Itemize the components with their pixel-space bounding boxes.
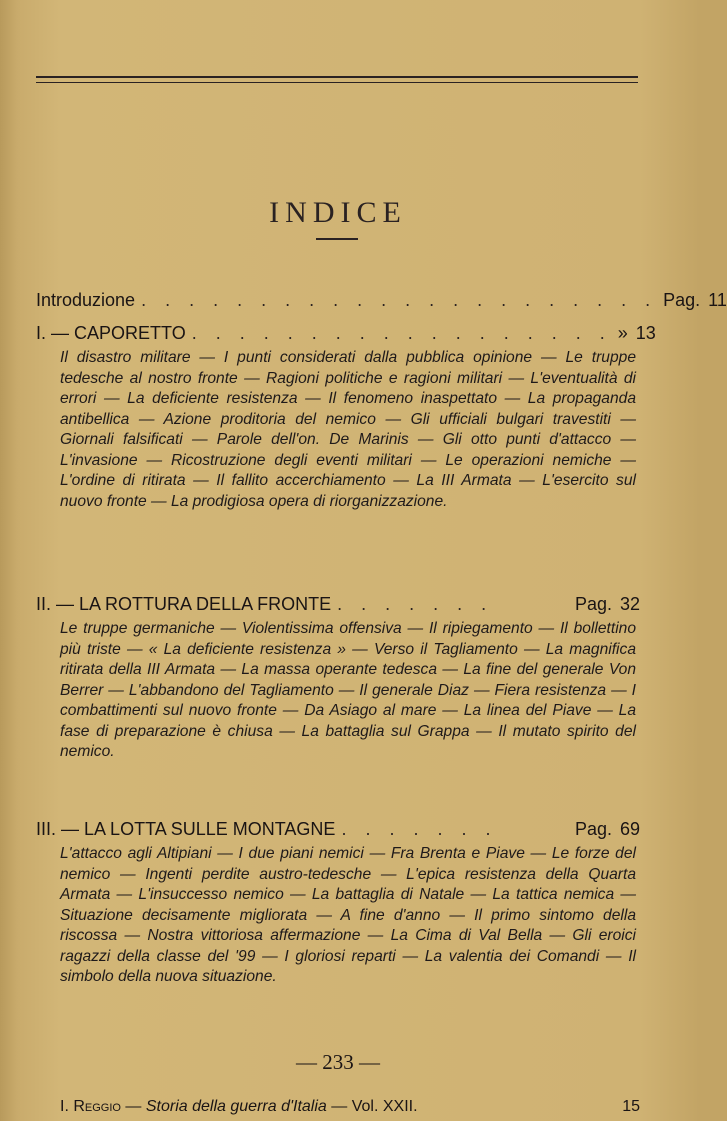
footer-separator: — <box>331 1098 348 1115</box>
page-title: INDICE <box>269 196 407 229</box>
entry-heading: CAPORETTO <box>74 323 186 343</box>
chapter-numeral: II. — <box>36 594 75 614</box>
page-label: Pag. <box>663 290 701 310</box>
toc-entry-rottura <box>36 594 640 763</box>
footer-separator: — <box>125 1098 142 1115</box>
entry-heading: Introduzione <box>36 290 136 310</box>
page-number: 32 <box>619 594 640 614</box>
toc-entry-introduzione <box>36 290 727 311</box>
page-label: Pag. <box>574 819 612 839</box>
toc-entry-caporetto <box>36 323 656 512</box>
top-rule-thin <box>36 82 638 83</box>
author-initial: I. <box>60 1098 69 1115</box>
signature-mark: 15 <box>622 1098 640 1115</box>
chapter-summary: Le truppe germaniche — Violentissima offensiva — Il ripiegamento — Il bollettino più triste — « La deficiente resistenza » — Verso il Tagliamento — La magnifica ritirata della III Armata — La massa operante tedesca — La fine del generale Von Berrer — L'abbandono del Tagliamento — Il generale Diaz — Fiera resistenza — I combattimenti sul nuovo fronte — Da Asiago al mare — La linea del Piave — La fase di preparazione è chiusa — La battaglia sul Grappa — Il mutato spirito del nemico. <box>60 620 636 760</box>
page-label: Pag. <box>574 594 612 614</box>
book-title: Storia della guerra d'Italia <box>145 1098 327 1115</box>
leader-dots: . . . . . . . . . . . . . . . . . . <box>191 323 612 343</box>
toc-entry-montagne <box>36 819 640 988</box>
volume-label: Vol. XXII. <box>351 1098 418 1115</box>
author-name: Reggio <box>73 1098 121 1115</box>
chapter-numeral: I. — <box>36 323 70 343</box>
page-label: » <box>617 323 628 343</box>
folio: — 233 — <box>296 1050 380 1074</box>
chapter-numeral: III. — <box>36 819 80 839</box>
entry-heading: LA ROTTURA DELLA FRONTE <box>79 594 332 614</box>
page-number: 11 <box>708 290 727 310</box>
title-rule <box>316 238 358 240</box>
top-rule <box>36 76 638 78</box>
chapter-summary: L'attacco agli Altipiani — I due piani nemici — Fra Brenta e Piave — Le forze del nemico — Ingenti perdite austro-tedesche — L'epica resistenza della Quarta Armata — L'insuccesso nemico — La battaglia di Natale — La tattica nemica — Situazione decisamente migliorata — A fine d'anno — Il primo sintomo della riscossa — Nostra vittoriosa affermazione — La Cima di Val Bella — Gli eroici ragazzi della classe del '99 — I gloriosi reparti — La valentia dei Comandi — Il simbolo della nuova situazione. <box>60 845 636 985</box>
leader-dots: . . . . . . . <box>337 594 494 614</box>
leader-dots: . . . . . . . <box>341 819 498 839</box>
entry-heading: LA LOTTA SULLE MONTAGNE <box>84 819 336 839</box>
page-number: 13 <box>635 323 656 343</box>
leader-dots: . . . . . . . . . . . . . . . . . . . . . . <box>141 290 658 310</box>
chapter-summary: Il disastro militare — I punti considerati dalla pubblica opinione — Le truppe tedesche al nostro fronte — Ragioni politiche e ragioni militari — L'eventualità di errori — La deficiente resistenza — Il fenomeno inaspettato — La propaganda antibellica — Azione proditoria del nemico — Gli ufficiali bulgari travestiti — Giornali falsificati — Parole dell'on. De Marinis — Gli otto punti d'attacco — L'invasione — Ricostruzione degli eventi militari — Le operazioni nemiche — L'ordine di ritirata — Il fallito accerchiamento — La III Armata — L'esercito sul nuovo fronte — La prodigiosa opera di riorganizzazione. <box>60 349 636 510</box>
running-footer <box>60 1098 640 1116</box>
page-number: 69 <box>619 819 640 839</box>
